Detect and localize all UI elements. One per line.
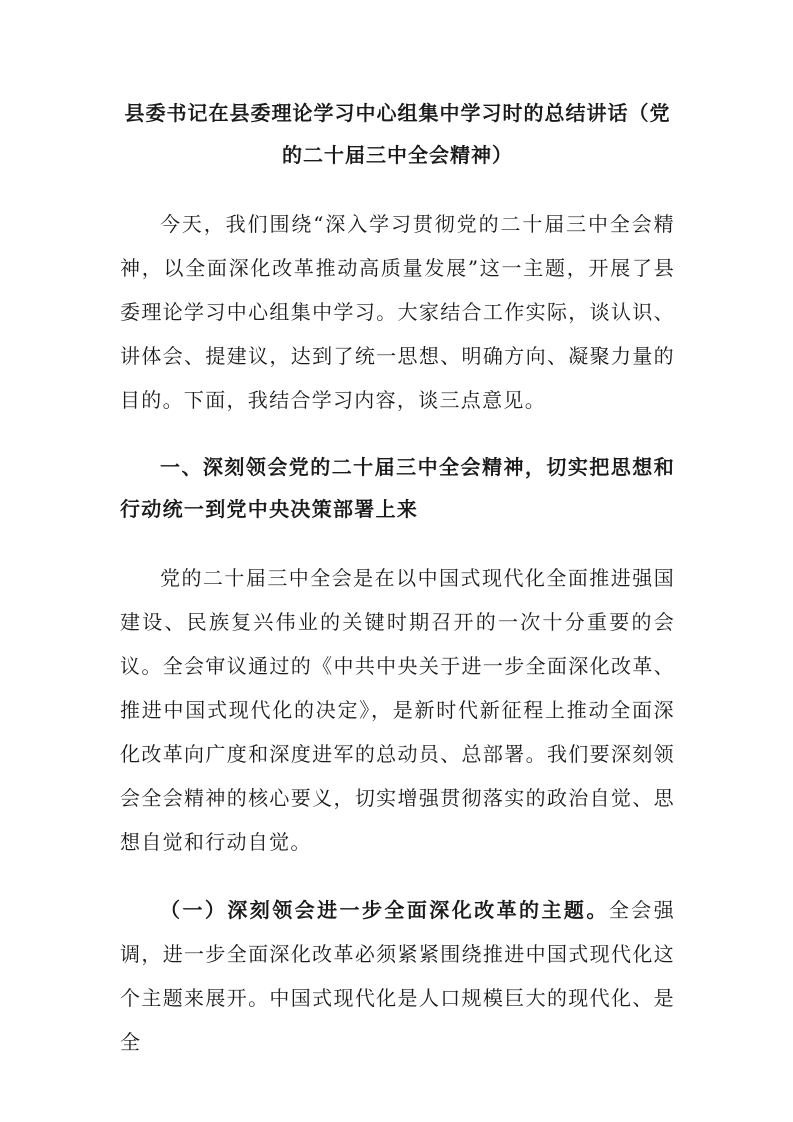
subsection-1-heading: （一）深刻领会进一步全面深化改革的主题。 bbox=[160, 898, 609, 922]
intro-paragraph: 今天，我们围绕“深入学习贯彻党的二十届三中全会精神，以全面深化改革推动高质量发展”这一主题，开展了县委理论学习中心组集中学习。大家结合工作实际，谈认识、讲体会、提建议，达到了统一思想、明确方向、凝聚力量的目的。下面，我结合学习内容，谈三点意见。 bbox=[120, 212, 675, 412]
subsection-1-paragraph bbox=[120, 888, 675, 1064]
section-1-heading: 一、深刻领会党的二十届三中全会精神，切实把思想和行动统一到党中央决策部署上来 bbox=[120, 455, 675, 521]
document-title: 县委书记在县委理论学习中心组集中学习时的总结讲话（党的二十届三中全会精神） bbox=[124, 101, 671, 167]
section-1-paragraph: 党的二十届三中全会是在以中国式现代化全面推进强国建设、民族复兴伟业的关键时期召开的一次十分重要的会议。全会审议通过的《中共中央关于进一步全面深化改革、推进中国式现代化的决定》，是新时代新征程上推动全面深化改革向广度和深度进军的总动员、总部署。我们要深刻领会全会精神的核心要义，切实增强贯彻落实的政治自觉、思想自觉和行动自觉。 bbox=[120, 566, 675, 854]
subsection-1-text: 全会强调，进一步全面深化改革必须紧紧围绕推进中国式现代化这个主题来展开。中国式现代化是人口规模巨大的现代化、是全 bbox=[120, 898, 675, 1054]
